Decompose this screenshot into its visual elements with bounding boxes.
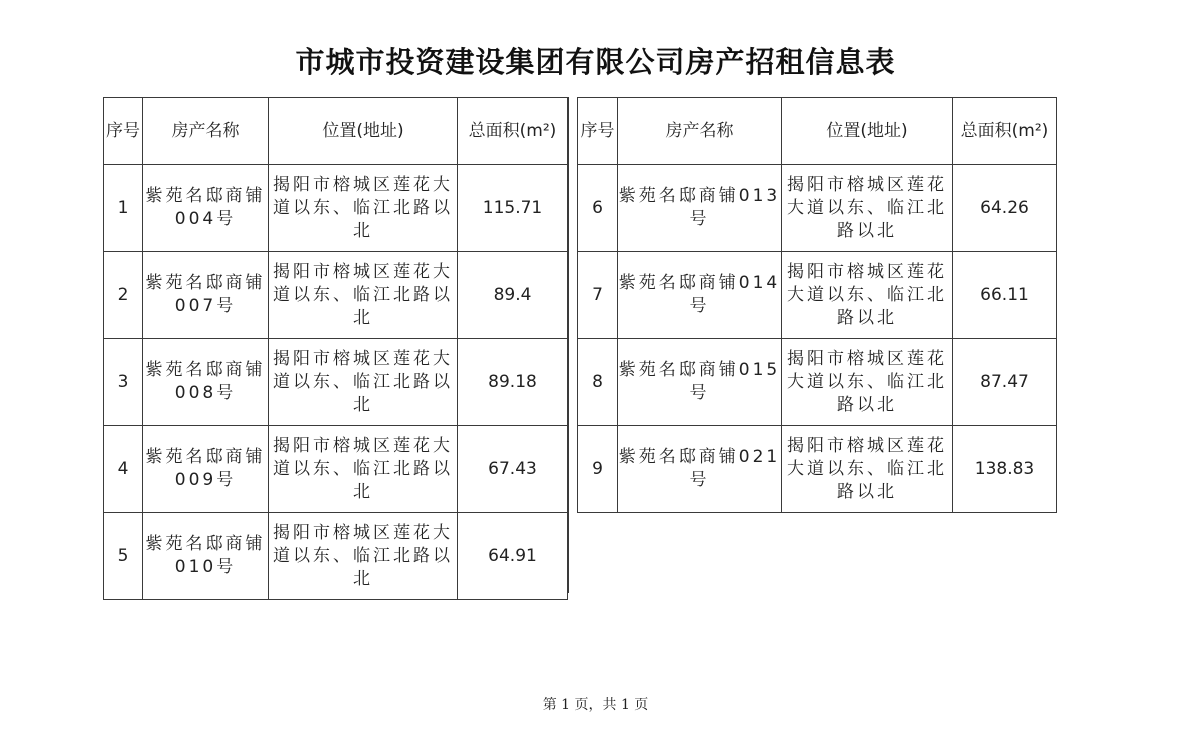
cell-area: 115.71	[458, 165, 568, 252]
table-row	[578, 252, 1057, 339]
cell-location: 揭阳市榕城区莲花大道以东、临江北路以北	[269, 339, 458, 426]
cell-seq: 8	[578, 339, 618, 426]
cell-area: 89.4	[458, 252, 568, 339]
table-row	[578, 165, 1057, 252]
page-title: 市城市投资建设集团有限公司房产招租信息表	[295, 45, 896, 79]
cell-location: 揭阳市榕城区莲花大道以东、临江北路以北	[782, 426, 953, 513]
cell-name: 紫苑名邸商铺007号	[143, 252, 269, 339]
header-area: 总面积(m²)	[458, 98, 568, 165]
table-row	[104, 426, 568, 513]
cell-area: 64.91	[458, 513, 568, 600]
cell-seq: 2	[104, 252, 143, 339]
header-seq: 序号	[104, 98, 143, 165]
table-header-row	[104, 98, 568, 165]
page-footer: 第 1 页，共 1 页	[542, 697, 649, 713]
cell-area: 138.83	[953, 426, 1057, 513]
cell-name: 紫苑名邸商铺013号	[618, 165, 782, 252]
cell-area: 64.26	[953, 165, 1057, 252]
cell-area: 66.11	[953, 252, 1057, 339]
cell-seq: 1	[104, 165, 143, 252]
header-name: 房产名称	[143, 98, 269, 165]
header-area: 总面积(m²)	[953, 98, 1057, 165]
header-location: 位置(地址)	[269, 98, 458, 165]
cell-location: 揭阳市榕城区莲花大道以东、临江北路以北	[269, 165, 458, 252]
header-name: 房产名称	[618, 98, 782, 165]
cell-location: 揭阳市榕城区莲花大道以东、临江北路以北	[782, 165, 953, 252]
table-row	[104, 252, 568, 339]
header-location: 位置(地址)	[782, 98, 953, 165]
cell-name: 紫苑名邸商铺009号	[143, 426, 269, 513]
cell-seq: 3	[104, 339, 143, 426]
table-row	[104, 165, 568, 252]
cell-name: 紫苑名邸商铺008号	[143, 339, 269, 426]
cell-seq: 4	[104, 426, 143, 513]
cell-area: 87.47	[953, 339, 1057, 426]
table-row	[104, 339, 568, 426]
cell-seq: 5	[104, 513, 143, 600]
table-divider-line	[568, 97, 569, 593]
cell-name: 紫苑名邸商铺014号	[618, 252, 782, 339]
table-row	[578, 426, 1057, 513]
cell-location: 揭阳市榕城区莲花大道以东、临江北路以北	[782, 339, 953, 426]
cell-seq: 9	[578, 426, 618, 513]
cell-name: 紫苑名邸商铺021号	[618, 426, 782, 513]
table-header-row	[578, 98, 1057, 165]
cell-seq: 7	[578, 252, 618, 339]
cell-location: 揭阳市榕城区莲花大道以东、临江北路以北	[269, 426, 458, 513]
cell-location: 揭阳市榕城区莲花大道以东、临江北路以北	[269, 513, 458, 600]
right-rental-table	[577, 97, 1057, 513]
cell-name: 紫苑名邸商铺010号	[143, 513, 269, 600]
left-rental-table	[103, 97, 568, 600]
cell-area: 67.43	[458, 426, 568, 513]
cell-name: 紫苑名邸商铺015号	[618, 339, 782, 426]
cell-location: 揭阳市榕城区莲花大道以东、临江北路以北	[782, 252, 953, 339]
cell-name: 紫苑名邸商铺004号	[143, 165, 269, 252]
cell-seq: 6	[578, 165, 618, 252]
cell-location: 揭阳市榕城区莲花大道以东、临江北路以北	[269, 252, 458, 339]
table-row	[578, 339, 1057, 426]
cell-area: 89.18	[458, 339, 568, 426]
header-seq: 序号	[578, 98, 618, 165]
table-row	[104, 513, 568, 600]
